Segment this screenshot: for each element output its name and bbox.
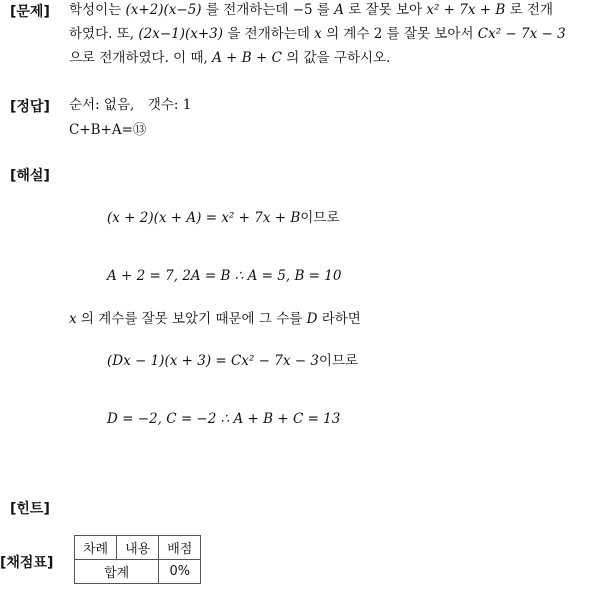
problem-expr: (2x−1)(x+3) [138, 26, 224, 42]
score-total-value: 0% [159, 560, 201, 584]
score-header-content: 내용 [117, 536, 159, 560]
score-table-header-row [75, 536, 201, 560]
problem-text: 을 전개하는데 [223, 26, 315, 42]
problem-expr: Cx² − 7x − 3 [477, 26, 566, 42]
problem-line-3 [69, 48, 390, 68]
problem-expr: (x+2)(x−5) [125, 2, 202, 18]
problem-text: 를 전개하는데 −5 를 [201, 2, 335, 18]
solution-text-part: 의 계수를 잘못 보았기 때문에 그 수를 [76, 311, 307, 327]
answer-line-1: 순서: 없음, 갯수: 1 [69, 97, 192, 113]
hint-label: [힌트] [10, 501, 50, 517]
problem-line-2 [69, 24, 566, 44]
scoring-label: [채점표] [0, 555, 54, 571]
equation-expr: (x + 2)(x + A) = x² + 7x + B [107, 210, 301, 226]
solution-text-part: 라하면 [317, 311, 361, 327]
solution-equation-3 [107, 349, 358, 369]
equation-expr: (Dx − 1)(x + 3) = Cx² − 7x − 3 [107, 353, 319, 369]
score-table [74, 535, 201, 584]
problem-label: [문제] [10, 4, 50, 20]
problem-var: A [334, 2, 344, 18]
solution-text [69, 309, 361, 329]
answer-label: [정답] [10, 99, 50, 115]
solution-label: [해설] [10, 168, 50, 184]
problem-text: 로 잘못 보아 [343, 2, 427, 18]
problem-var: x [314, 26, 322, 42]
solution-equation-1 [107, 206, 339, 226]
score-table-total-row [75, 560, 201, 584]
problem-line-1 [69, 0, 553, 20]
solution-equation-4: D = −2, C = −2 ∴ A + B + C = 13 [107, 411, 341, 427]
problem-expr: x² + 7x + B [426, 2, 506, 18]
problem-text: 로 전개 [505, 2, 554, 18]
equation-suffix: 이므로 [318, 353, 359, 369]
problem-text: 의 값을 구하시오. [281, 50, 391, 66]
solution-equation-2: A + 2 = 7, 2A = B ∴ A = 5, B = 10 [107, 268, 342, 284]
solution-var: x [69, 311, 77, 327]
problem-text: 하였다. 또, [69, 26, 139, 42]
score-header-order: 차례 [75, 536, 117, 560]
score-total-label: 합계 [75, 560, 159, 584]
problem-text: 으로 전개하였다. 이 때, [69, 50, 213, 66]
answer-line-2: C+B+A=⑬ [69, 122, 147, 138]
equation-suffix: 이므로 [300, 210, 340, 226]
problem-text: 의 계수 2 를 잘못 보아서 [321, 26, 478, 42]
solution-var: D [306, 311, 318, 327]
problem-expr: A + B + C [212, 50, 282, 66]
score-header-points: 배점 [159, 536, 201, 560]
problem-text: 학성이는 [69, 2, 126, 18]
